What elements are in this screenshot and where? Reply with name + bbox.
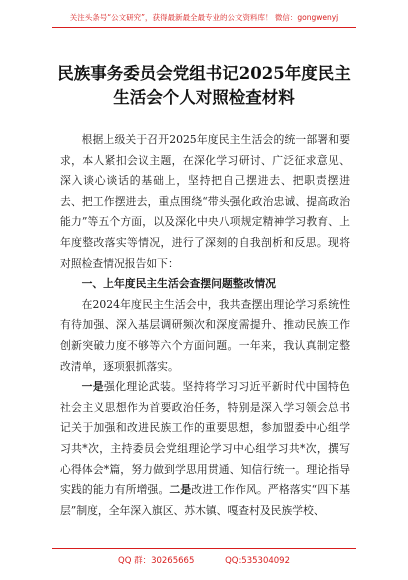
section-1-paragraph-2: [60, 377, 350, 521]
point-text-1: 强化理论武装。坚持将学习习近平新时代中国特色社会主义思想作为首要政治任务，特别是深入学习领会总书记关于加强和改进民族工作的重要思想，参加盟委中心组学习共*次，主持委员会党组理论学习中心组学习共*次，撰写心得体会*篇，努力做到学思用贯通、知信行统一。理论指导实践的能力有所增强。: [60, 380, 351, 497]
document-title-line-2: 生活会个人对照检查材料: [113, 88, 295, 107]
document-title-line-1: 民族事务委员会党组书记2025年度民主: [57, 64, 351, 83]
header-banner: 关注头条号“公文研究”，获得最新最全最专业的公文资料库！ 微信：gongwenyj: [69, 13, 339, 22]
section-heading-1: 一、上年度民主生活会查摆问题整改情况: [81, 277, 276, 291]
point-marker-1: 一是: [81, 380, 104, 394]
footer-qq-contact: QQ:535304092: [225, 556, 290, 566]
document-title: [40, 62, 368, 110]
footer-divider: [52, 548, 356, 549]
point-text-2: 改进工作作风。严格落实“四下基层”制度，全年深入旗区、苏木镇、嘎查村及民族学校、: [60, 483, 351, 517]
section-1-paragraph-1: 在2024年度民主生活会中，我共查摆出理论学习系统性有待加强、深入基层调研频次和深度需提升、推动民族工作创新突破力度不够等六个方面问题。一年来，我认真制定整改清单，逐项狠抓落实。: [60, 297, 350, 373]
footer-banner: [0, 554, 408, 566]
point-marker-2: 二是: [169, 483, 192, 497]
intro-paragraph: 根据上级关于召开2025年度民主生活会的统一部署和要求，本人紧扣会议主题，在深化学习研讨、广泛征求意见、深入谈心谈话的基础上，坚持把自己摆进去、把职责摆进去、把工作摆进去，重点围绕“带头强化政治忠诚、提高政治能力”等五个方面，以及深化中央八项规定精神学习教育、上年度整改落实等情况，进行了深刻的自我剖析和反思。现将对照检查情况报告如下：: [60, 133, 350, 270]
document-body: [60, 130, 350, 521]
header-divider: [52, 27, 356, 28]
footer-qq-group: QQ 群：30265665: [118, 556, 195, 566]
